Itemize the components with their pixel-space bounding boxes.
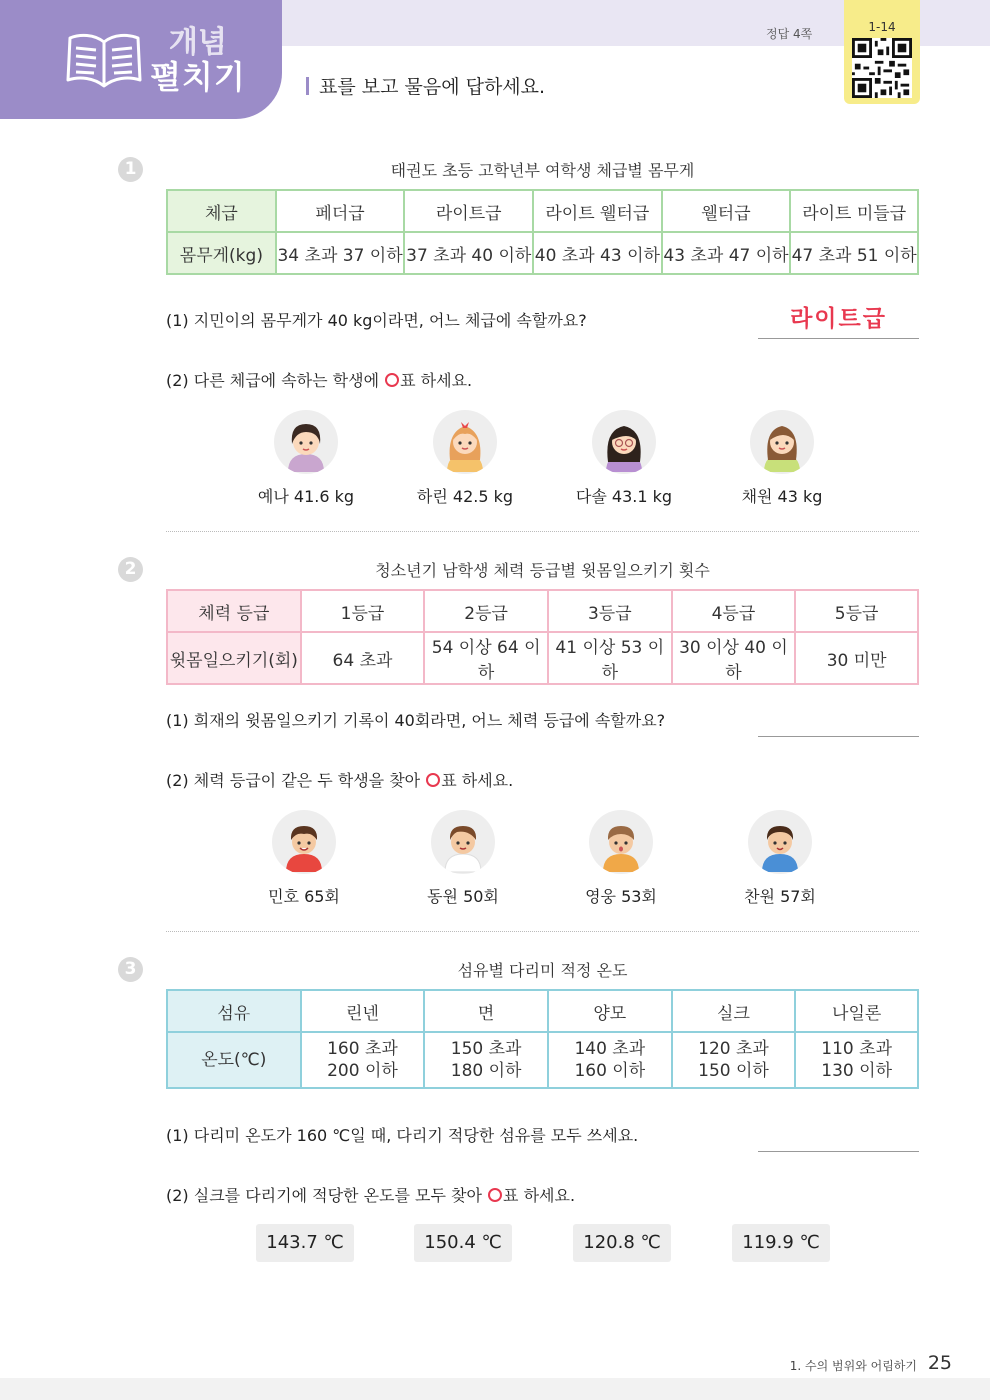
- open-book-icon: [64, 28, 144, 92]
- student-caption: 예나 41.6 kg: [257, 487, 355, 506]
- circle-mark-icon: [426, 773, 440, 787]
- temperature-option[interactable]: 143.7 ℃: [256, 1224, 354, 1262]
- table-title-1: 태권도 초등 고학년부 여학생 체급별 몸무게: [390, 161, 695, 180]
- student-card[interactable]: [554, 410, 694, 507]
- question-text: 표 하세요.: [400, 371, 473, 390]
- question-text: (2) 체력 등급이 같은 두 학생을 찾아: [166, 771, 426, 790]
- student-caption: 영웅 53회: [585, 887, 657, 906]
- table-cell: 몸무게(kg): [167, 232, 276, 274]
- student-card[interactable]: [236, 410, 376, 507]
- qr-label: 1-14: [868, 20, 896, 34]
- temperature-option[interactable]: 119.9 ℃: [732, 1224, 830, 1262]
- student-caption: 찬원 57회: [744, 887, 816, 906]
- boy-avatar-icon: [272, 810, 336, 874]
- qr-tab: [844, 0, 920, 104]
- table-cell: 면: [424, 990, 548, 1032]
- table-cell: 3등급: [548, 590, 672, 632]
- table-cell: 양모: [548, 990, 672, 1032]
- answer-line-1-1[interactable]: [758, 338, 919, 339]
- question-text: (2) 실크를 다리기에 적당한 온도를 모두 찾아: [166, 1186, 488, 1205]
- student-card[interactable]: [712, 410, 852, 507]
- question-text: (2) 다른 체급에 속하는 학생에: [166, 371, 385, 390]
- table-cell: 웰터급: [662, 190, 791, 232]
- table-cell: 43 초과 47 이하: [662, 232, 791, 274]
- range-upper: 200 이하: [327, 1061, 398, 1081]
- girl-avatar-icon: [433, 410, 497, 474]
- table-cell: 나일론: [795, 990, 918, 1032]
- table-cell: 30 미만: [795, 632, 918, 684]
- table-cell: [795, 1032, 918, 1088]
- fitness-grade-table: [166, 589, 919, 685]
- table-cell: 41 이상 53 이하: [548, 632, 672, 684]
- problem-number-1: 1: [118, 157, 143, 182]
- problem-number-2: 2: [118, 557, 143, 582]
- page-number: 25: [927, 1352, 952, 1374]
- chapter-label: 1. 수의 범위와 어림하기: [789, 1359, 917, 1373]
- section-title-line2: 펼치기: [150, 58, 246, 96]
- range-upper: 150 이하: [698, 1061, 769, 1081]
- boy-avatar-icon: [589, 810, 653, 874]
- section-tab: [0, 0, 282, 119]
- student-caption: 하린 42.5 kg: [416, 487, 514, 506]
- table-cell: 4등급: [672, 590, 796, 632]
- range-upper: 180 이하: [450, 1061, 522, 1081]
- table-cell: 온도(℃): [167, 1032, 301, 1088]
- answer-reference: 정답 4쪽: [766, 27, 813, 41]
- girl-avatar-icon: [274, 410, 338, 474]
- circle-mark-icon: [488, 1188, 502, 1202]
- section-divider: [166, 931, 919, 932]
- table-cell: 체력 등급: [167, 590, 301, 632]
- range-upper: 160 이하: [574, 1061, 646, 1081]
- answer-line-3-1[interactable]: [758, 1151, 919, 1152]
- instruction-text: 표를 보고 물음에 답하세요.: [319, 76, 546, 98]
- table-value-row: [167, 232, 918, 274]
- student-caption: 민호 65회: [268, 887, 340, 906]
- table-cell: 5등급: [795, 590, 918, 632]
- range-lower: 110 초과: [821, 1039, 892, 1059]
- circle-mark-icon: [385, 373, 399, 387]
- table-cell: 34 초과 37 이하: [276, 232, 405, 274]
- table-cell: 64 초과: [301, 632, 425, 684]
- question-1-2: [166, 368, 472, 391]
- table-cell: 54 이상 64 이하: [424, 632, 548, 684]
- student-card[interactable]: [551, 810, 691, 907]
- table-header-row: [167, 990, 918, 1032]
- footer-bar: [0, 1378, 990, 1400]
- instruction: [306, 72, 545, 99]
- iron-temperature-table: [166, 989, 919, 1089]
- table-cell: 1등급: [301, 590, 425, 632]
- boy-avatar-icon: [748, 810, 812, 874]
- table-header-row: [167, 190, 918, 232]
- table-cell: 체급: [167, 190, 276, 232]
- table-cell: 40 초과 43 이하: [533, 232, 662, 274]
- table-cell: 페더급: [276, 190, 405, 232]
- table-title-2: 청소년기 남학생 체력 등급별 윗몸일으키기 횟수: [375, 561, 710, 580]
- girl-avatar-icon: [750, 410, 814, 474]
- answer-line-2-1[interactable]: [758, 736, 919, 737]
- student-card[interactable]: [234, 810, 374, 907]
- girl-avatar-icon: [592, 410, 656, 474]
- range-lower: 150 초과: [450, 1039, 522, 1059]
- boy-avatar-icon: [431, 810, 495, 874]
- question-1-1: (1) 지민이의 몸무게가 40 kg이라면, 어느 체급에 속할까요?: [166, 311, 587, 330]
- question-text: 표 하세요.: [441, 771, 514, 790]
- table-cell: [672, 1032, 796, 1088]
- table-cell: [301, 1032, 425, 1088]
- table-value-row: [167, 1032, 918, 1088]
- table-cell: 실크: [672, 990, 796, 1032]
- table-header-row: [167, 590, 918, 632]
- table-cell: 린넨: [301, 990, 425, 1032]
- student-card[interactable]: [395, 410, 535, 507]
- question-2-1: (1) 희재의 윗몸일으키기 기록이 40회라면, 어느 체력 등급에 속할까요?: [166, 711, 666, 730]
- range-lower: 120 초과: [698, 1039, 769, 1059]
- question-3-2: [166, 1183, 575, 1206]
- table-cell: [424, 1032, 548, 1088]
- table-cell: 라이트 웰터급: [533, 190, 662, 232]
- temperature-option[interactable]: 150.4 ℃: [414, 1224, 512, 1262]
- table-cell: 37 초과 40 이하: [404, 232, 533, 274]
- range-lower: 160 초과: [327, 1039, 398, 1059]
- table-cell: 섬유: [167, 990, 301, 1032]
- table-cell: 47 초과 51 이하: [790, 232, 918, 274]
- weight-class-table: [166, 189, 919, 275]
- section-title-line1: 개념: [168, 25, 227, 60]
- student-card[interactable]: [393, 810, 533, 907]
- table-title-3: 섬유별 다리미 적정 온도: [457, 961, 628, 980]
- qr-code-icon[interactable]: [852, 38, 912, 98]
- table-cell: 라이트급: [404, 190, 533, 232]
- problem-number-3: 3: [118, 957, 143, 982]
- table-cell: 윗몸일으키기(회): [167, 632, 301, 684]
- question-3-1: (1) 다리미 온도가 160 ℃일 때, 다리기 적당한 섬유를 모두 쓰세요.: [166, 1126, 639, 1145]
- student-caption: 채원 43 kg: [741, 487, 823, 506]
- table-cell: 30 이상 40 이하: [672, 632, 796, 684]
- student-caption: 다솔 43.1 kg: [575, 487, 673, 506]
- table-cell: [548, 1032, 672, 1088]
- student-card[interactable]: [710, 810, 850, 907]
- answer-1-1[interactable]: 라이트급: [790, 306, 887, 332]
- question-2-2: [166, 768, 513, 791]
- table-cell: 2등급: [424, 590, 548, 632]
- student-caption: 동원 50회: [427, 887, 499, 906]
- question-text: 표 하세요.: [503, 1186, 576, 1205]
- instruction-bar: [306, 77, 309, 95]
- table-cell: 라이트 미들급: [790, 190, 918, 232]
- range-upper: 130 이하: [821, 1061, 892, 1081]
- section-title: [150, 26, 246, 94]
- section-divider: [166, 531, 919, 532]
- temperature-option[interactable]: 120.8 ℃: [573, 1224, 671, 1262]
- range-lower: 140 초과: [574, 1039, 646, 1059]
- table-value-row: [167, 632, 918, 684]
